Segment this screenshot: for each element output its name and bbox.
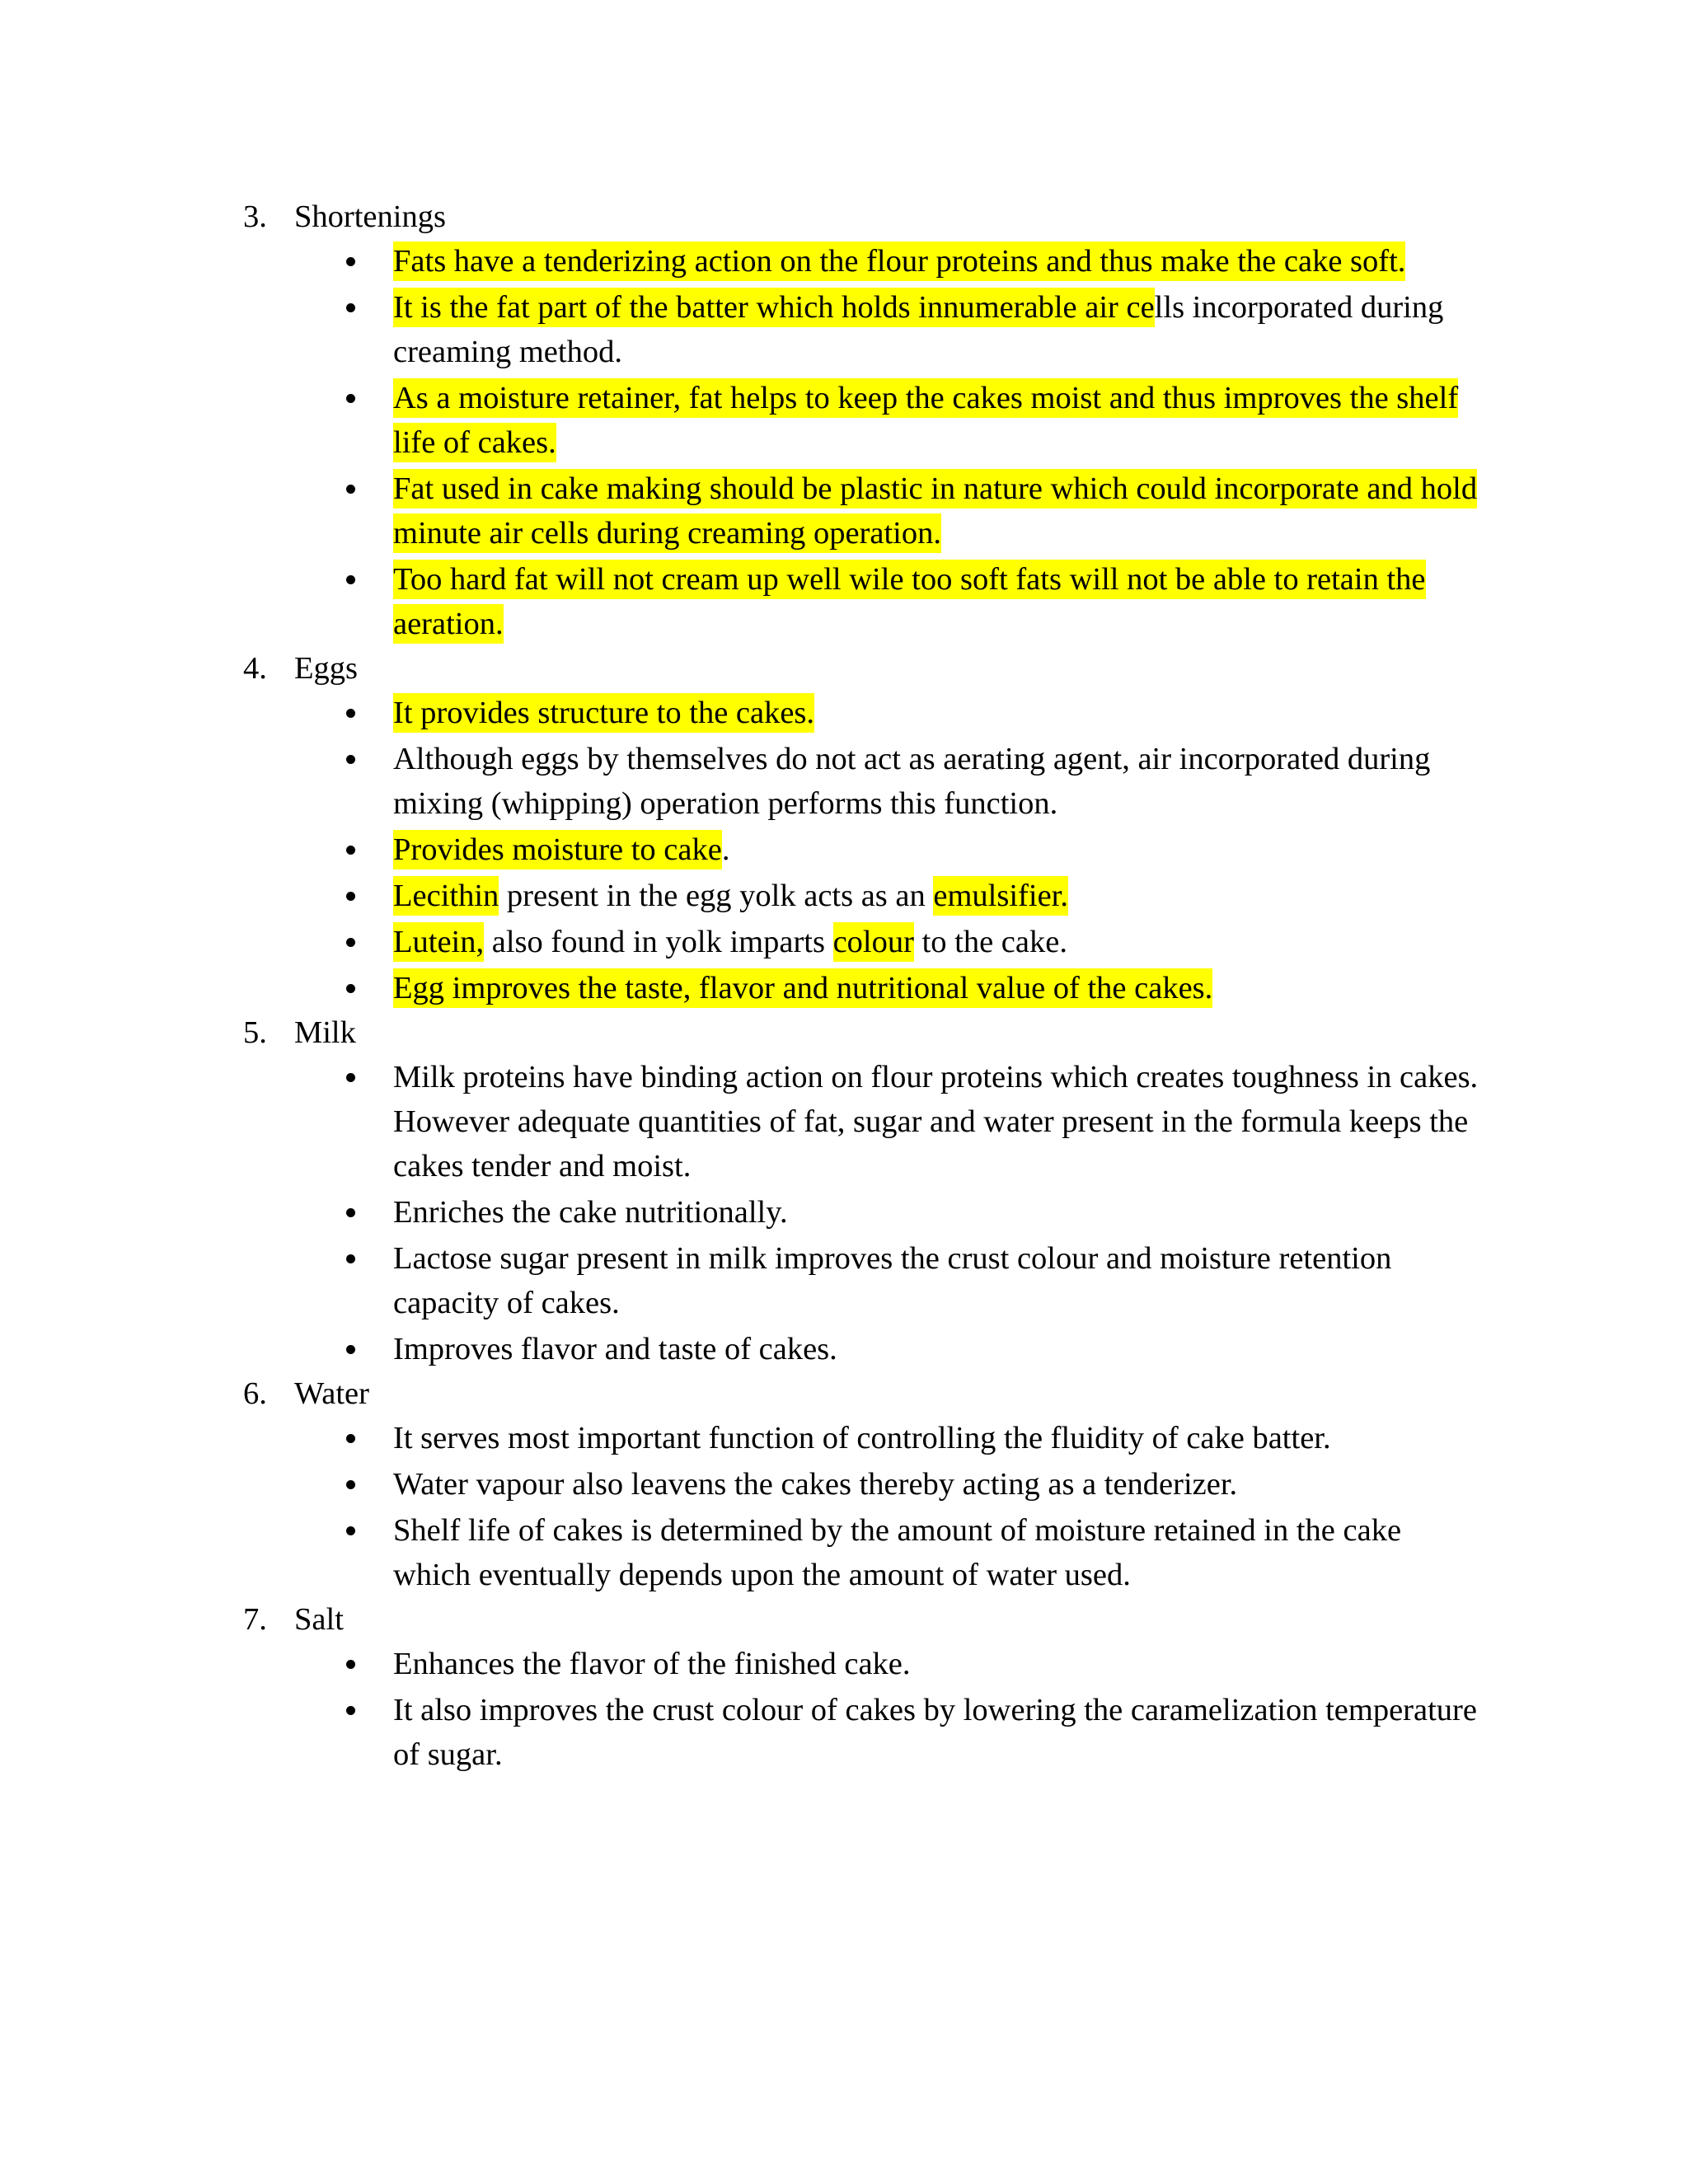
bullet-list — [243, 1416, 1479, 1597]
list-item — [243, 1416, 1479, 1460]
bullet-list — [243, 239, 1479, 646]
bullet-icon — [346, 303, 355, 312]
highlighted-text: Lutein, — [393, 922, 484, 962]
body-text: Water vapour also leavens the cakes thereby acting as a tenderizer. — [393, 1467, 1238, 1502]
bullet-icon — [346, 1073, 355, 1082]
highlighted-text: Provides moisture to cake — [393, 830, 722, 869]
highlighted-text: It is the fat part of the batter which holds innumerable air ce — [393, 288, 1155, 327]
list-item — [243, 966, 1479, 1010]
list-item — [243, 466, 1479, 555]
bullet-list — [243, 1642, 1479, 1777]
section-title: Water — [294, 1376, 369, 1411]
document-body — [243, 194, 1479, 1777]
bullet-icon — [346, 892, 355, 901]
section-number: 6. — [243, 1376, 267, 1411]
list-item — [243, 874, 1479, 918]
highlighted-text: Egg improves the taste, flavor and nutritional value of the cakes. — [393, 968, 1212, 1008]
section-title: Shortenings — [294, 199, 446, 234]
body-text: Milk proteins have binding action on flour proteins which creates toughness in cakes. However adequate quantities of fat, sugar and water present in the formula keeps the cakes tender and moist. — [393, 1060, 1479, 1183]
section-heading-eggs — [243, 646, 1479, 691]
bullet-icon — [346, 1706, 355, 1715]
list-item — [243, 1508, 1479, 1597]
highlighted-text: Too hard fat will not cream up well wile too soft fats will not be able to retain the aeration. — [393, 560, 1426, 644]
bullet-icon — [346, 938, 355, 947]
section-heading-milk — [243, 1010, 1479, 1055]
body-text: Enriches the cake nutritionally. — [393, 1195, 788, 1230]
list-item — [243, 827, 1479, 872]
section-title: Eggs — [294, 651, 358, 686]
highlighted-text: It provides structure to the cakes. — [393, 693, 814, 733]
bullet-icon — [346, 1526, 355, 1535]
body-text: . — [721, 832, 730, 867]
body-text: Lactose sugar present in milk improves the crust colour and moisture retention capacity of cakes. — [393, 1241, 1392, 1320]
bullet-icon — [346, 846, 355, 855]
bullet-icon — [346, 1345, 355, 1354]
list-item — [243, 1327, 1479, 1371]
list-item — [243, 1236, 1479, 1325]
list-item — [243, 1688, 1479, 1777]
highlighted-text: emulsifier. — [933, 876, 1068, 916]
body-text: It serves most important function of controlling the fluidity of cake batter. — [393, 1421, 1331, 1455]
list-item — [243, 557, 1479, 646]
section-number: 7. — [243, 1602, 267, 1637]
bullet-icon — [346, 575, 355, 584]
list-item — [243, 1642, 1479, 1686]
section-number: 4. — [243, 651, 267, 686]
section-heading-shortenings — [243, 194, 1479, 239]
bullet-icon — [346, 984, 355, 993]
section-heading-water — [243, 1371, 1479, 1416]
list-item — [243, 239, 1479, 284]
highlighted-text: Fat used in cake making should be plastic in nature which could incorporate and hold minute air cells during creaming operation. — [393, 469, 1477, 553]
body-text: lls incorporated during creaming method. — [393, 290, 1444, 369]
bullet-icon — [346, 709, 355, 718]
bullet-list — [243, 691, 1479, 1010]
list-item — [243, 1462, 1479, 1507]
highlighted-text: Fats have a tenderizing action on the flour proteins and thus make the cake soft. — [393, 241, 1405, 281]
list-item — [243, 285, 1479, 374]
bullet-icon — [346, 485, 355, 494]
body-text: present in the egg yolk acts as an — [499, 879, 934, 913]
body-text: Improves flavor and taste of cakes. — [393, 1332, 837, 1366]
list-item — [243, 376, 1479, 465]
body-text: Although eggs by themselves do not act as aerating agent, air incorporated during mixing (whipping) operation performs this function. — [393, 742, 1431, 821]
bullet-icon — [346, 1660, 355, 1669]
section-title: Milk — [294, 1015, 356, 1050]
body-text: Shelf life of cakes is determined by the amount of moisture retained in the cake which eventually depends upon the amount of water used. — [393, 1513, 1402, 1592]
list-item — [243, 691, 1479, 735]
body-text: to the cake. — [913, 925, 1067, 959]
section-title: Salt — [294, 1602, 344, 1637]
section-number: 3. — [243, 199, 267, 234]
body-text: It also improves the crust colour of cakes by lowering the caramelization temperature of sugar. — [393, 1693, 1477, 1772]
body-text: also found in yolk imparts — [484, 925, 833, 959]
bullet-icon — [346, 1208, 355, 1217]
body-text: Enhances the flavor of the finished cake. — [393, 1647, 911, 1681]
highlighted-text: Lecithin — [393, 876, 499, 916]
bullet-icon — [346, 394, 355, 403]
bullet-icon — [346, 1434, 355, 1443]
highlighted-text: colour — [833, 922, 914, 962]
bullet-icon — [346, 1254, 355, 1263]
bullet-icon — [346, 257, 355, 266]
bullet-icon — [346, 755, 355, 764]
list-item — [243, 920, 1479, 964]
bullet-list — [243, 1055, 1479, 1371]
list-item — [243, 1190, 1479, 1235]
bullet-icon — [346, 1480, 355, 1489]
list-item — [243, 1055, 1479, 1188]
section-heading-salt — [243, 1597, 1479, 1642]
highlighted-text: As a moisture retainer, fat helps to keep the cakes moist and thus improves the shelf life of cakes. — [393, 378, 1458, 462]
section-number: 5. — [243, 1015, 267, 1050]
list-item — [243, 737, 1479, 826]
